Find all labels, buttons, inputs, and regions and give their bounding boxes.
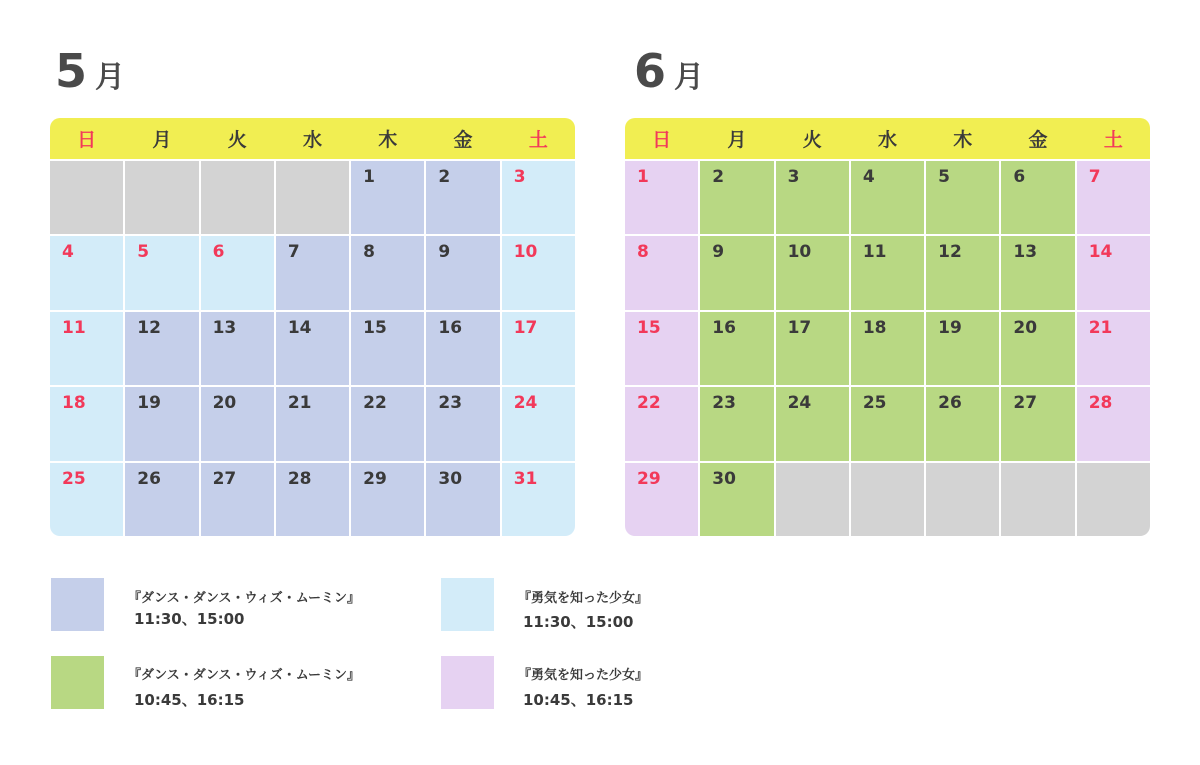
weekday-label: 木	[953, 129, 973, 151]
day-cell: 16	[700, 312, 773, 385]
day-cell: 2	[700, 161, 773, 234]
day-cell: 22	[351, 387, 424, 460]
day-cell: 20	[201, 387, 274, 460]
day-cell: 12	[125, 312, 198, 385]
day-cell: 3	[776, 161, 849, 234]
weekday-label: 日	[652, 129, 672, 151]
legend-time: 11:30、15:00	[523, 613, 634, 631]
day-cell: 5	[926, 161, 999, 234]
day-cell: 30	[700, 463, 773, 536]
weekday-label: 木	[378, 129, 398, 151]
day-cell: 4	[851, 161, 924, 234]
weekday-label: 水	[877, 129, 897, 151]
day-cell: 15	[625, 312, 698, 385]
day-cell: 6	[1001, 161, 1074, 234]
day-cell: 6	[201, 236, 274, 309]
day-cell: 23	[426, 387, 499, 460]
legend-title: 『ダンス・ダンス・ウィズ・ムーミン』	[128, 668, 361, 683]
day-cell: 25	[50, 463, 123, 536]
day-cell: 21	[1077, 312, 1150, 385]
weekday-label: 金	[453, 129, 473, 151]
legend-time: 10:45、16:15	[134, 691, 245, 709]
month-title-may	[55, 44, 125, 100]
weekday-label: 水	[302, 129, 322, 151]
day-cell: 4	[50, 236, 123, 309]
legend-swatch-brave-may	[441, 578, 494, 631]
empty-cell	[50, 161, 123, 234]
day-cell: 29	[351, 463, 424, 536]
day-cell: 3	[502, 161, 575, 234]
month-title-june	[634, 44, 704, 100]
day-cell: 26	[926, 387, 999, 460]
month-unit: 月	[674, 60, 705, 95]
empty-cell	[201, 161, 274, 234]
empty-cell	[276, 161, 349, 234]
day-cell: 24	[776, 387, 849, 460]
day-cell: 8	[351, 236, 424, 309]
day-cell: 16	[426, 312, 499, 385]
day-cell: 29	[625, 463, 698, 536]
empty-cell	[851, 463, 924, 536]
weekday-label: 土	[1103, 129, 1123, 151]
calendar-grid	[625, 161, 1150, 536]
legend-time: 10:45、16:15	[523, 691, 634, 709]
day-cell: 24	[502, 387, 575, 460]
month-number: 5	[55, 44, 88, 98]
empty-cell	[1001, 463, 1074, 536]
day-cell: 14	[276, 312, 349, 385]
day-cell: 27	[1001, 387, 1074, 460]
day-cell: 1	[351, 161, 424, 234]
day-cell: 17	[776, 312, 849, 385]
day-cell: 13	[1001, 236, 1074, 309]
calendar-grid	[50, 161, 575, 536]
legend-time: 11:30、15:00	[134, 610, 245, 628]
day-cell: 21	[276, 387, 349, 460]
legend-title: 『勇気を知った少女』	[518, 668, 649, 683]
day-cell: 10	[776, 236, 849, 309]
day-cell: 8	[625, 236, 698, 309]
empty-cell	[1077, 463, 1150, 536]
month-number: 6	[634, 44, 667, 98]
day-cell: 19	[926, 312, 999, 385]
day-cell: 7	[1077, 161, 1150, 234]
weekday-label: 金	[1028, 129, 1048, 151]
month-unit: 月	[95, 60, 126, 95]
day-cell: 28	[1077, 387, 1150, 460]
day-cell: 23	[700, 387, 773, 460]
day-cell: 9	[426, 236, 499, 309]
day-cell: 12	[926, 236, 999, 309]
day-cell: 18	[851, 312, 924, 385]
legend-swatch-dance-may	[51, 578, 104, 631]
day-cell: 22	[625, 387, 698, 460]
weekday-label: 日	[77, 129, 97, 151]
weekday-label: 土	[528, 129, 548, 151]
empty-cell	[776, 463, 849, 536]
legend-swatch-brave-june	[441, 656, 494, 709]
day-cell: 27	[201, 463, 274, 536]
day-cell: 20	[1001, 312, 1074, 385]
weekday-label: 月	[727, 129, 747, 151]
day-cell: 14	[1077, 236, 1150, 309]
day-cell: 18	[50, 387, 123, 460]
day-cell: 30	[426, 463, 499, 536]
day-cell: 15	[351, 312, 424, 385]
weekday-label: 火	[802, 129, 822, 151]
legend-title: 『勇気を知った少女』	[518, 591, 649, 606]
weekday-header	[625, 118, 1150, 159]
day-cell: 31	[502, 463, 575, 536]
day-cell: 5	[125, 236, 198, 309]
day-cell: 11	[50, 312, 123, 385]
weekday-label: 月	[152, 129, 172, 151]
day-cell: 25	[851, 387, 924, 460]
day-cell: 1	[625, 161, 698, 234]
day-cell: 17	[502, 312, 575, 385]
day-cell: 28	[276, 463, 349, 536]
empty-cell	[926, 463, 999, 536]
weekday-label: 火	[227, 129, 247, 151]
day-cell: 11	[851, 236, 924, 309]
weekday-header	[50, 118, 575, 159]
day-cell: 26	[125, 463, 198, 536]
day-cell: 7	[276, 236, 349, 309]
day-cell: 9	[700, 236, 773, 309]
day-cell: 10	[502, 236, 575, 309]
legend-title: 『ダンス・ダンス・ウィズ・ムーミン』	[128, 591, 361, 606]
calendar-may	[50, 118, 575, 536]
day-cell: 13	[201, 312, 274, 385]
legend-swatch-dance-june	[51, 656, 104, 709]
day-cell: 2	[426, 161, 499, 234]
day-cell: 19	[125, 387, 198, 460]
empty-cell	[125, 161, 198, 234]
calendar-june	[625, 118, 1150, 536]
